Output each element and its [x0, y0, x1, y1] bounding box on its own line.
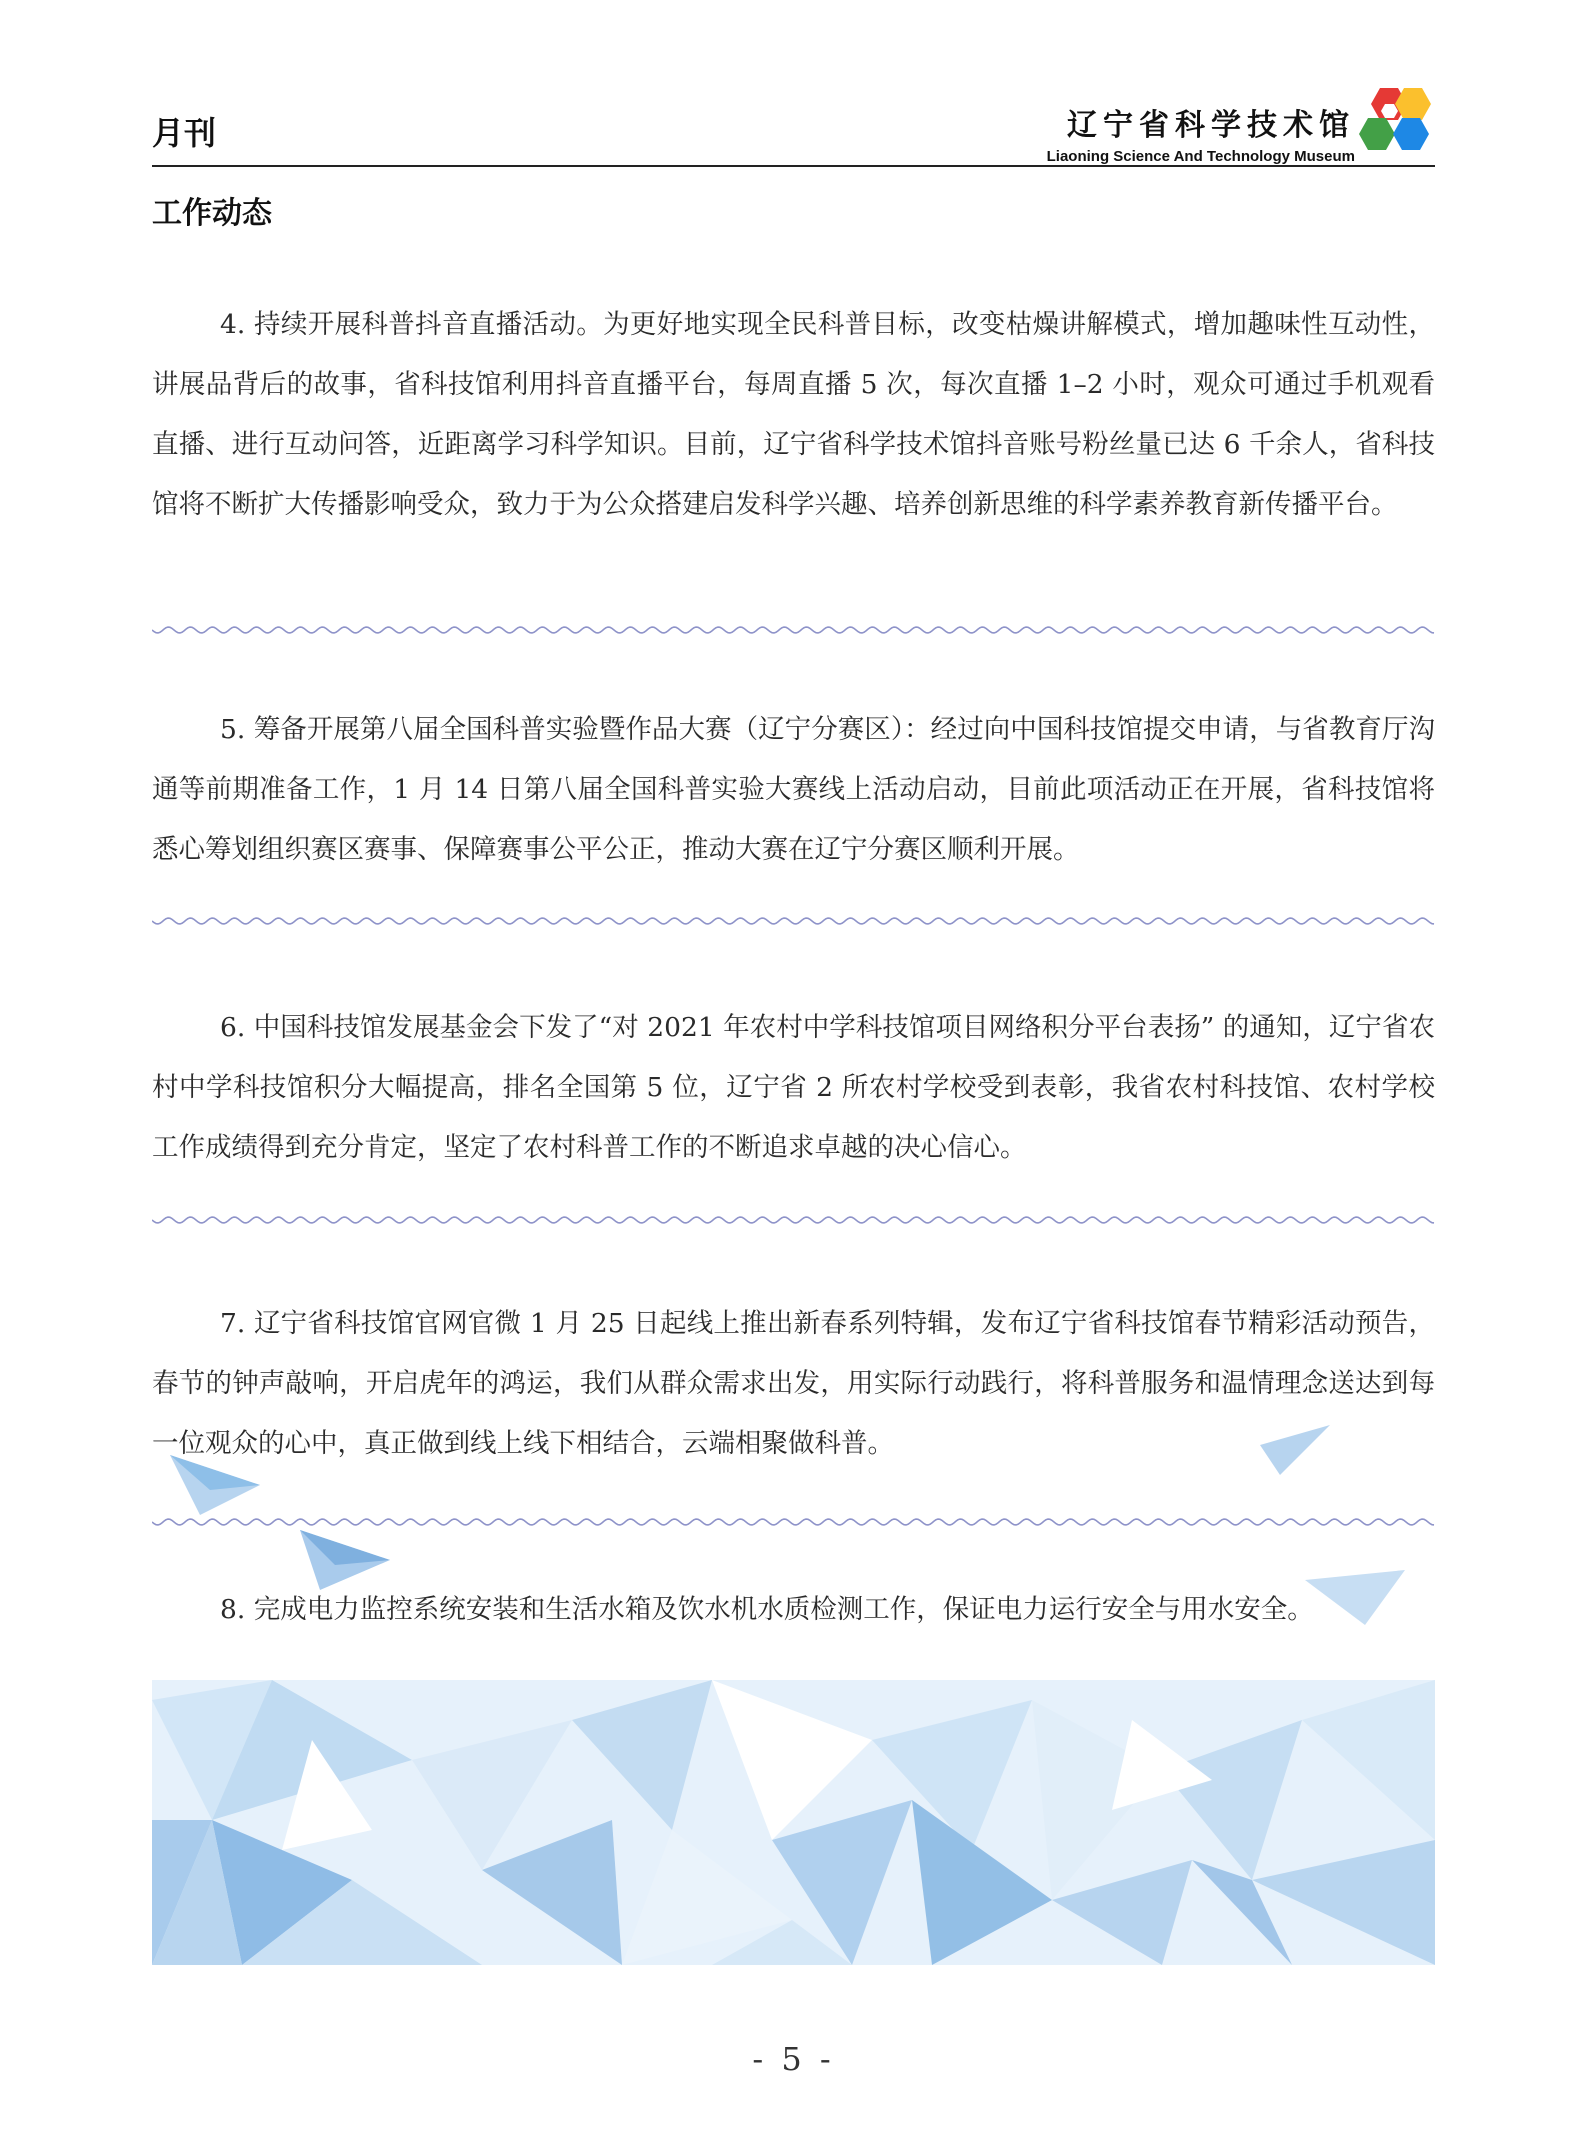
paragraph-item-5: 5. 筹备开展第八届全国科普实验暨作品大赛（辽宁分赛区）：经过向中国科技馆提交申请，与省教育厅沟通等前期准备工作，1 月 14 日第八届全国科普实验大赛线上活动启动，目前此项活动正在开展，省科技馆将悉心筹划组织赛区赛事、保障赛事公平公正，推动大赛在辽宁分赛区顺利开展。 [152, 714, 1435, 865]
paragraph-item-8: 8. 完成电力监控系统安装和生活水箱及饮水机水质检测工作，保证电力运行安全与用水安全。 [220, 1594, 1314, 1625]
wave-divider [152, 623, 1435, 637]
section-title: 工作动态 [152, 196, 272, 231]
paragraph-item-4: 4. 持续开展科普抖音直播活动。为更好地实现全民科普目标，改变枯燥讲解模式，增加趣味性互动性，讲展品背后的故事，省科技馆利用抖音直播平台，每周直播 5 次，每次直播 1–2 小时，观众可通过手机观看直播、进行互动问答，近距离学习科学知识。目前，辽宁省科学技术馆抖音账号粉丝量已达 6 千余人，省科技馆将不断扩大传播影响受众，致力于为公众搭建启发科学兴趣、培养创新思维的科学素养教育新传播平台。 [152, 309, 1435, 520]
header-divider [152, 165, 1435, 167]
paper-plane-icon [170, 1445, 260, 1515]
brand-block [1047, 100, 1355, 165]
wave-divider [152, 1213, 1435, 1227]
museum-logo-icon [1358, 84, 1442, 156]
header-publication: 月刊 [152, 114, 217, 152]
decorative-banner [152, 1680, 1435, 1965]
paper-plane-icon [1260, 1425, 1330, 1475]
wave-divider [152, 1515, 1435, 1529]
paragraph-item-6: 6. 中国科技馆发展基金会下发了“对 2021 年农村中学科技馆项目网络积分平台表扬” 的通知，辽宁省农村中学科技馆积分大幅提高，排名全国第 5 位，辽宁省 2 所农村学校受到表彰，我省农村科技馆、农村学校工作成绩得到充分肯定，坚定了农村科普工作的不断追求卓越的决心信心。 [152, 1012, 1435, 1163]
wave-divider [152, 914, 1435, 928]
brand-name-en: Liaoning Science And Technology Museum [1046, 148, 1355, 165]
paragraph-item-7: 7. 辽宁省科技馆官网官微 1 月 25 日起线上推出新春系列特辑，发布辽宁省科技馆春节精彩活动预告，春节的钟声敲响，开启虎年的鸿运，我们从群众需求出发，用实际行动践行，将科普服务和温情理念送达到每一位观众的心中，真正做到线上线下相结合，云端相聚做科普。 [152, 1308, 1435, 1459]
page-number: - 5 - [752, 2040, 835, 2078]
brand-name-cn: 辽宁省科学技术馆 [1067, 108, 1355, 143]
